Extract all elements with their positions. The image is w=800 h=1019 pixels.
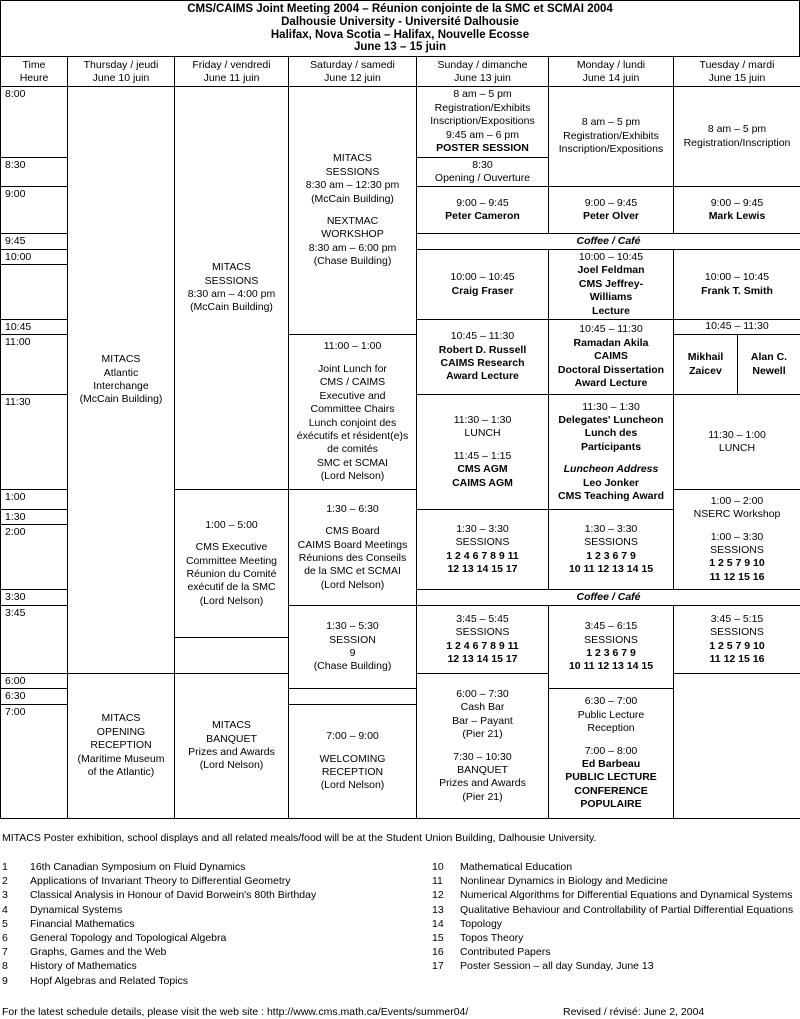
event-line: 1:00 – 5:00 [205, 518, 258, 531]
column-header-line2: June 13 juin [454, 71, 511, 84]
event-line: de comités [327, 443, 378, 456]
event-cell [673, 489, 800, 590]
event-line: Prizes and Awards [188, 746, 275, 758]
event-line: SESSIONS [710, 626, 764, 639]
event-line: éxécutifs et résident(e)s [296, 429, 409, 442]
legend-number: 2 [2, 875, 8, 888]
event-line: Bar – Payant [452, 714, 513, 727]
legend-item [432, 932, 793, 946]
event-line: MITACS [333, 152, 372, 165]
time-slot: 11:30 [0, 394, 68, 490]
event-line: (McCain Building) [79, 393, 163, 406]
time-slot: 3:45 [0, 605, 68, 674]
event-line: 8:30 am – 4:00 pm [187, 288, 276, 300]
event-cell [416, 509, 549, 590]
event-cell [416, 186, 549, 234]
event-line: 1 2 4 6 7 8 9 11 [446, 549, 519, 562]
column-header-line2: June 12 juin [324, 71, 381, 84]
event-cell [737, 334, 800, 395]
legend-text: Qualitative Behaviour and Controllability of Partial Differential Equations [460, 903, 794, 916]
event-cell [174, 489, 289, 638]
website-note: For the latest schedule details, please visit the web site : http://www.cms.math.ca/Events/summer04/ [2, 1006, 469, 1018]
event-line: Joel Feldman [577, 264, 645, 277]
event-line: BANQUET [457, 763, 508, 776]
event-line: Committee Chairs [310, 403, 395, 416]
event-line: POSTER SESSION [436, 142, 529, 155]
legend-number: 11 [432, 875, 443, 888]
event-line: 3:45 – 5:15 [710, 612, 764, 625]
legend-number: 16 [432, 946, 444, 959]
legend-item [432, 861, 793, 875]
legend-text: Topos Theory [460, 931, 524, 944]
event-line: Inscription/Expositions [430, 115, 535, 128]
event-line: (Lord Nelson) [199, 759, 264, 772]
legend-text: Classical Analysis in Honour of David Borwein's 80th Birthday [30, 889, 317, 902]
event-line: POPULAIRE [580, 798, 642, 811]
event-line: 1:30 – 5:30 [326, 620, 379, 633]
time-slot: 6:30 [0, 688, 68, 705]
column-header-monday [548, 56, 674, 87]
column-header-line2: June 15 juin [708, 71, 766, 84]
event-line: SESSION [329, 633, 376, 646]
legend-text: Topology [460, 917, 503, 930]
legend-text: History of Mathematics [30, 960, 137, 973]
event-line: 9:00 – 9:45 [584, 196, 638, 209]
legend-text: Graphs, Games and the Web [30, 946, 167, 959]
legend-number: 3 [2, 889, 8, 902]
event-line: SMC et SCMAI [316, 456, 389, 469]
legend-text: Applications of Invariant Theory to Differential Geometry [30, 875, 291, 888]
header-title: CMS/CAIMS Joint Meeting 2004 – Réunion conjointe de la SMC et SCMAI 2004 [187, 2, 613, 15]
event-cell [416, 249, 549, 320]
event-line: Registration/Inscription [683, 136, 791, 149]
column-header-line2: June 14 juin [582, 71, 640, 84]
event-line: 1:00 – 2:00 [710, 494, 764, 507]
event-line: NSERC Workshop [693, 508, 781, 521]
legend-text: Mathematical Education [460, 861, 573, 873]
event-line: Ramadan Akila [573, 336, 649, 349]
event-line: (Lord Nelson) [320, 470, 385, 483]
event-line: 11:30 – 1:00 [708, 428, 766, 441]
event-line: Luncheon Address [563, 463, 659, 476]
event-line: 7:00 – 8:00 [584, 744, 638, 757]
legend-item [2, 932, 316, 946]
event-line: Réunion du Comité [186, 568, 277, 580]
event-line: Frank T. Smith [701, 284, 773, 297]
event-line: (Pier 21) [462, 728, 503, 741]
event-line: SESSIONS [584, 633, 638, 646]
event-line: Réunions des Conseils [298, 552, 407, 564]
legend-number: 12 [432, 889, 444, 902]
event-line: 8 am – 5 pm [581, 116, 641, 129]
event-cell [288, 688, 417, 705]
event-line: Delegates' Luncheon [558, 413, 664, 426]
legend-item [2, 875, 316, 889]
event-line: Lunch conjoint des [308, 416, 397, 429]
event-line: Award Lecture [574, 377, 648, 390]
event-line: (Chase Building) [313, 255, 392, 268]
event-line: Robert D. Russell [438, 343, 527, 356]
event-line: 12 13 14 15 17 [447, 652, 518, 665]
event-line: Registration/Exhibits [434, 101, 531, 114]
event-line: 8:30 am – 12:30 pm [305, 179, 400, 192]
event-line: (Pier 21) [462, 790, 503, 803]
event-cell [416, 157, 549, 187]
schedule-header [0, 0, 800, 57]
legend-item [432, 889, 793, 903]
event-line: CMS Board [325, 525, 380, 538]
event-line: CAIMS [594, 350, 628, 363]
time-slot: 7:00 [0, 704, 68, 819]
event-cell [548, 319, 674, 395]
event-line: CMS / CAIMS [319, 376, 386, 389]
legend-number: 15 [432, 931, 444, 944]
event-line: 9 [349, 647, 356, 659]
event-cell [288, 489, 417, 606]
event-cell [416, 394, 549, 510]
event-line: exécutif de la SMC [187, 581, 276, 594]
event-line: 1:30 – 3:30 [456, 522, 509, 535]
event-cell [673, 334, 738, 395]
header-location: Halifax, Nova Scotia – Halifax, Nouvelle Ecosse [270, 28, 530, 41]
event-line: CAIMS Board Meetings [297, 538, 408, 551]
event-line: Craig Fraser [451, 284, 514, 297]
event-line: 10:00 – 10:45 [450, 271, 515, 284]
event-line: 12 13 14 15 17 [447, 562, 518, 575]
legend-item [2, 889, 316, 903]
event-line: 10:00 – 10:45 [578, 250, 644, 263]
column-header-line1: Saturday / samedi [310, 59, 395, 71]
event-line: CAIMS AGM [452, 476, 513, 489]
legend-text: Financial Mathematics [30, 917, 135, 930]
legend-item [2, 861, 316, 875]
event-cell [673, 186, 800, 234]
event-line: WELCOMING [319, 752, 386, 765]
event-line: NEXTMAC [326, 215, 379, 227]
event-line: Public Lecture [577, 708, 645, 721]
event-line: MITACS [101, 353, 141, 366]
legend-item [432, 960, 793, 974]
event-cell [673, 605, 800, 674]
event-line: Registration/Exhibits [563, 129, 659, 142]
column-header-line2: June 11 juin [203, 71, 260, 84]
event-line: Doctoral Dissertation [557, 363, 665, 376]
event-line: Interchange [93, 380, 149, 392]
event-line: 11 12 15 16 [709, 652, 765, 665]
event-line: Newell [752, 364, 786, 377]
time-slot: 3:30 [0, 589, 68, 606]
event-line: 1:30 – 3:30 [584, 522, 638, 535]
event-line: Prizes and Awards [439, 777, 526, 790]
event-line: 1 2 3 6 7 9 [586, 647, 636, 659]
event-line: LUNCH [464, 427, 501, 440]
event-cell [67, 673, 175, 819]
event-line: RECEPTION [90, 739, 152, 752]
column-header-tuesday [673, 56, 800, 87]
event-line: Award Lecture [446, 370, 519, 383]
time-slot: 6:00 [0, 673, 68, 689]
event-line: 3:45 – 5:45 [456, 612, 509, 625]
legend-number: 6 [2, 931, 8, 944]
event-line: MITACS [212, 719, 251, 732]
legend-item [2, 918, 316, 932]
event-line: 11 12 15 16 [709, 570, 765, 583]
legend-number: 13 [432, 903, 444, 916]
event-line: MITACS [212, 261, 251, 274]
event-line: de la SMC et SCMAI [304, 565, 401, 578]
column-header-saturday [288, 56, 417, 87]
column-header-line2: Heure [19, 71, 49, 84]
column-header-thursday [67, 56, 175, 87]
time-slot: 1:00 [0, 489, 68, 510]
event-line: 10:45 – 11:30 [705, 320, 769, 333]
event-line: Alan C. [750, 351, 788, 364]
event-line: 10 11 12 13 14 15 [568, 562, 654, 575]
event-line: Coffee / Café [576, 234, 641, 247]
event-line: (McCain Building) [190, 301, 273, 314]
event-line: Executive and [319, 389, 386, 402]
event-line: 8 am – 5 pm [707, 123, 767, 136]
event-cell [548, 394, 674, 510]
event-line: SESSIONS [710, 544, 764, 556]
event-cell [174, 637, 289, 674]
legend-number: 5 [2, 917, 8, 930]
legend-number: 8 [2, 960, 8, 973]
event-cell [288, 704, 417, 819]
event-line: (McCain Building) [311, 192, 394, 205]
event-cell [174, 86, 289, 490]
legend-item [2, 946, 316, 960]
column-header-line2: June 10 juin [92, 71, 150, 84]
event-line: SESSIONS [455, 536, 510, 549]
event-line: Atlantic [103, 366, 139, 379]
event-line: 7:00 – 9:00 [326, 730, 379, 743]
time-slot: 8:30 [0, 157, 68, 187]
time-slot: 9:00 [0, 186, 68, 234]
event-line: 6:30 – 7:00 [584, 695, 638, 708]
event-line: Ed Barbeau [581, 758, 641, 770]
event-cell [288, 334, 417, 490]
event-cell [548, 509, 674, 590]
event-line: (Maritime Museum [77, 752, 165, 765]
event-line: of the Atlantic) [87, 766, 155, 779]
event-cell [416, 319, 549, 395]
column-header-line1: Monday / lundi [576, 59, 646, 71]
legend-text: General Topology and Topological Algebra [30, 931, 227, 944]
event-line: 10:45 – 11:30 [450, 330, 515, 343]
event-cell [673, 86, 800, 187]
event-line: RECEPTION [321, 766, 384, 778]
event-line: (Lord Nelson) [320, 779, 385, 792]
event-line: Peter Olver [582, 210, 640, 222]
event-line: Committee Meeting [185, 554, 278, 567]
event-cell [673, 673, 800, 819]
event-cell [548, 249, 674, 320]
column-header-line1: Sunday / dimanche [437, 59, 528, 71]
event-line: 6:00 – 7:30 [456, 687, 509, 700]
legend-number: 7 [2, 946, 8, 959]
event-cell [548, 186, 674, 234]
event-line: Opening / Ouverture [434, 172, 531, 184]
legend-text: Hopf Algebras and Related Topics [30, 974, 188, 987]
time-slot: 11:00 [0, 334, 68, 395]
header-dates: June 13 – 15 juin [353, 41, 447, 54]
legend-text: Poster Session – all day Sunday, June 13 [460, 960, 654, 973]
event-line: 11:45 – 1:15 [453, 449, 512, 462]
event-cell [288, 86, 417, 335]
event-line: 8 am – 5 pm [453, 88, 512, 101]
event-cell [416, 589, 800, 606]
legend-item [432, 904, 793, 918]
event-line: CMS Teaching Award [558, 490, 664, 503]
event-line: 3:45 – 6:15 [584, 620, 638, 633]
legend-text: Numerical Algorithms for Differential Equations and Dynamical Systems [460, 889, 793, 902]
event-cell [548, 605, 674, 689]
time-slot: 8:00 [0, 86, 68, 158]
legend-text: Dynamical Systems [30, 903, 123, 916]
time-slot: 1:30 [0, 509, 68, 525]
event-line: Inscription/Expositions [558, 143, 664, 156]
event-line: 1:00 – 3:30 [710, 530, 764, 543]
event-line: 10:00 – 10:45 [704, 271, 770, 284]
event-line: SESSIONS [455, 626, 510, 639]
event-cell [174, 673, 289, 819]
event-line: BANQUET [206, 732, 257, 745]
legend-text: 16th Canadian Symposium on Fluid Dynamics [30, 861, 246, 873]
event-cell [673, 249, 800, 320]
column-header-time [0, 56, 68, 87]
event-line: CMS Executive [195, 541, 268, 554]
event-line: CONFERENCE [574, 784, 648, 797]
event-line: Lecture [592, 304, 630, 317]
legend-number: 17 [432, 960, 444, 973]
event-line: 9:45 am – 6 pm [446, 128, 519, 141]
event-line: 10 11 12 13 14 15 [568, 660, 654, 673]
time-slot: 2:00 [0, 524, 68, 590]
legend-number: 10 [432, 861, 444, 873]
event-line: 1:30 – 6:30 [326, 502, 379, 515]
event-line: (Lord Nelson) [320, 578, 385, 591]
event-line: Joint Lunch for [318, 362, 387, 375]
event-line: MITACS [101, 712, 141, 725]
event-line: CAIMS Research [440, 357, 525, 369]
event-cell [416, 605, 549, 674]
legend-item [2, 904, 316, 918]
event-line: 8:30 [472, 158, 493, 171]
event-line: Reception [587, 722, 635, 735]
legend-text: Nonlinear Dynamics in Biology and Medicine [460, 875, 668, 888]
time-slot: 10:00 [0, 249, 68, 265]
event-line: 1 2 3 6 7 9 [586, 549, 636, 562]
legend-text: Contributed Papers [460, 946, 551, 959]
session-legend-right [432, 861, 793, 975]
legend-number: 9 [2, 974, 8, 987]
event-cell [288, 605, 417, 689]
event-line: PUBLIC LECTURE [565, 771, 657, 784]
legend-item [2, 960, 316, 974]
event-line: 11:30 – 1:30 [582, 400, 640, 413]
column-header-line1: Tuesday / mardi [699, 59, 775, 71]
event-line: (Chase Building) [313, 660, 392, 673]
event-line: Lunch des [584, 427, 638, 440]
column-header-line1: Friday / vendredi [192, 59, 271, 71]
event-line: Peter Cameron [445, 210, 520, 222]
event-line: Zaicev [689, 364, 722, 377]
event-line: SESSIONS [584, 536, 638, 549]
revised-date: Revised / révisé: June 2, 2004 [563, 1006, 705, 1018]
time-slot: 10:45 [0, 319, 68, 335]
event-line: Leo Jonker [582, 476, 640, 489]
header-university: Dalhousie University - Université Dalhousie [281, 15, 519, 28]
event-line: Coffee / Café [576, 590, 641, 603]
legend-number: 4 [2, 903, 8, 916]
event-cell [67, 86, 175, 674]
event-line: 1 2 4 6 7 8 9 11 [446, 639, 519, 652]
event-line: OPENING [96, 725, 146, 738]
event-line: (Lord Nelson) [199, 594, 264, 607]
time-slot [0, 264, 68, 320]
footer-note: MITACS Poster exhibition, school displays and all related meals/food will be at the Student Union Building, Dalhousie University. [2, 832, 597, 844]
time-slot: 9:45 [0, 233, 68, 250]
event-line: 7:30 – 10:30 [453, 750, 512, 763]
legend-item [432, 946, 793, 960]
event-cell [548, 86, 674, 187]
event-cell [416, 233, 800, 250]
legend-number: 1 [2, 861, 8, 873]
legend-item [2, 975, 316, 989]
event-line: 10:45 – 11:30 [579, 323, 643, 336]
event-line: 9:00 – 9:45 [456, 196, 509, 209]
event-line: 9:00 – 9:45 [710, 196, 764, 209]
event-line: LUNCH [718, 442, 756, 454]
event-line: 11:00 – 1:00 [323, 340, 382, 353]
event-line: CMS AGM [457, 463, 508, 476]
event-line: WORKSHOP [321, 228, 384, 241]
event-line: 11:30 – 1:30 [453, 413, 512, 426]
column-header-line1: Time [22, 59, 46, 71]
event-line: 1 2 5 7 9 10 [709, 557, 765, 570]
event-line: Mikhail [687, 351, 724, 364]
legend-item [432, 875, 793, 889]
column-header-line1: Thursday / jeudi [83, 59, 159, 71]
event-line: 1 2 5 7 9 10 [709, 639, 765, 652]
event-cell [673, 394, 800, 490]
event-line: SESSIONS [325, 165, 380, 178]
event-cell [673, 319, 800, 335]
event-line: Mark Lewis [708, 210, 766, 222]
legend-number: 14 [432, 917, 444, 930]
session-legend-left [2, 861, 316, 989]
event-line: Williams [589, 291, 633, 304]
column-header-friday [174, 56, 289, 87]
event-cell [416, 673, 549, 819]
column-header-sunday [416, 56, 549, 87]
event-cell [548, 688, 674, 819]
event-line: 8:30 am – 6:00 pm [308, 241, 397, 254]
event-line: Participants [580, 440, 642, 453]
legend-item [432, 918, 793, 932]
event-cell [416, 86, 549, 158]
event-line: CMS Jeffrey- [578, 277, 644, 290]
event-line: Cash Bar [460, 701, 505, 714]
event-line: SESSIONS [204, 274, 259, 287]
